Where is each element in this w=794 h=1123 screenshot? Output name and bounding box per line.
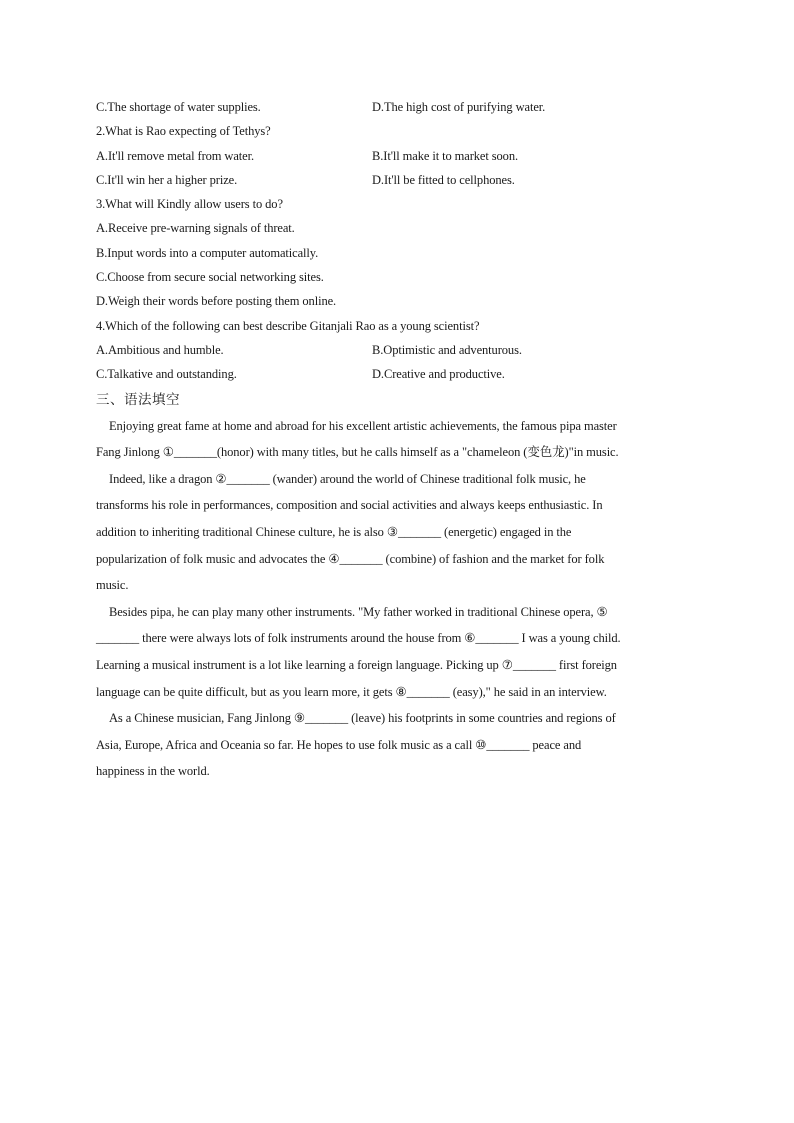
q4-option-a: A.Ambitious and humble. — [96, 342, 224, 357]
q3-option-b: B.Input words into a computer automatically. — [96, 245, 319, 260]
q2-option-c: C.It'll win her a higher prize. — [96, 172, 238, 187]
q4-options-ab — [96, 338, 696, 362]
passage-line: _______ there were always lots of folk instruments around the house from ⑥_______ I was a young child. — [96, 631, 621, 646]
passage-paragraph-3 — [96, 599, 696, 705]
q3-option-c: C.Choose from secure social networking sites. — [96, 270, 324, 285]
passage-line: Indeed, like a dragon ②_______ (wander) around the world of Chinese traditional folk music, he — [109, 471, 586, 486]
q2-option-d: D.It'll be fitted to cellphones. — [372, 172, 515, 187]
q1-options-cd — [96, 95, 696, 119]
q4-stem: 4.Which of the following can best describe Gitanjali Rao as a young scientist? — [96, 318, 480, 333]
q2-option-b: B.It'll make it to market soon. — [372, 148, 519, 163]
passage-line: transforms his role in performances, composition and social activities and always keeps enthusiastic. In — [96, 498, 603, 513]
q4-option-c: C.Talkative and outstanding. — [96, 367, 237, 382]
q1-option-d: D.The high cost of purifying water. — [372, 100, 546, 114]
q3-stem: 3.What will Kindly allow users to do? — [96, 197, 283, 212]
passage-line: Besides pipa, he can play many other instruments. "My father worked in traditional Chinese opera, ⑤ — [109, 604, 608, 619]
passage-line: popularization of folk music and advocates the ④_______ (combine) of fashion and the market for folk — [96, 551, 605, 566]
q2-options-cd — [96, 168, 696, 192]
passage-line: happiness in the world. — [96, 764, 210, 779]
q4-options-cd — [96, 362, 696, 386]
q2-option-a: A.It'll remove metal from water. — [96, 148, 255, 163]
q2-options-ab — [96, 144, 696, 168]
q3-option-d: D.Weigh their words before posting them online. — [96, 294, 337, 309]
q4-option-b: B.Optimistic and adventurous. — [372, 342, 522, 357]
q3-option-a: A.Receive pre-warning signals of threat. — [96, 221, 295, 236]
q4-option-d: D.Creative and productive. — [372, 367, 505, 382]
passage-line: music. — [96, 578, 129, 593]
q2-stem: 2.What is Rao expecting of Tethys? — [96, 124, 271, 139]
passage-line: Asia, Europe, Africa and Oceania so far. He hopes to use folk music as a call ⑩_______ peace and — [96, 737, 582, 752]
passage-paragraph-2 — [96, 466, 696, 599]
passage-paragraph-4 — [96, 705, 696, 785]
passage-paragraph-1 — [96, 413, 696, 466]
passage-line: As a Chinese musician, Fang Jinlong ⑨_______ (leave) his footprints in some countries and regions of — [109, 711, 616, 726]
passage-line: language can be quite difficult, but as you learn more, it gets ⑧_______ (easy)," he said in an interview. — [96, 684, 607, 699]
passage-line: Enjoying great fame at home and abroad for his excellent artistic achievements, the famous pipa master — [109, 418, 617, 433]
section-title-grammar-fill: 三、语法填空 — [96, 391, 180, 408]
q1-option-c: C.The shortage of water supplies. — [96, 100, 261, 114]
page-content — [96, 95, 696, 785]
passage-line: Learning a musical instrument is a lot like learning a foreign language. Picking up ⑦_______ first foreign — [96, 657, 617, 672]
passage-line: Fang Jinlong ①_______(honor) with many titles, but he calls himself as a "chameleon (变色龙)"in music. — [96, 445, 619, 460]
passage-line: addition to inheriting traditional Chinese culture, he is also ③_______ (energetic) engaged in the — [96, 524, 572, 539]
